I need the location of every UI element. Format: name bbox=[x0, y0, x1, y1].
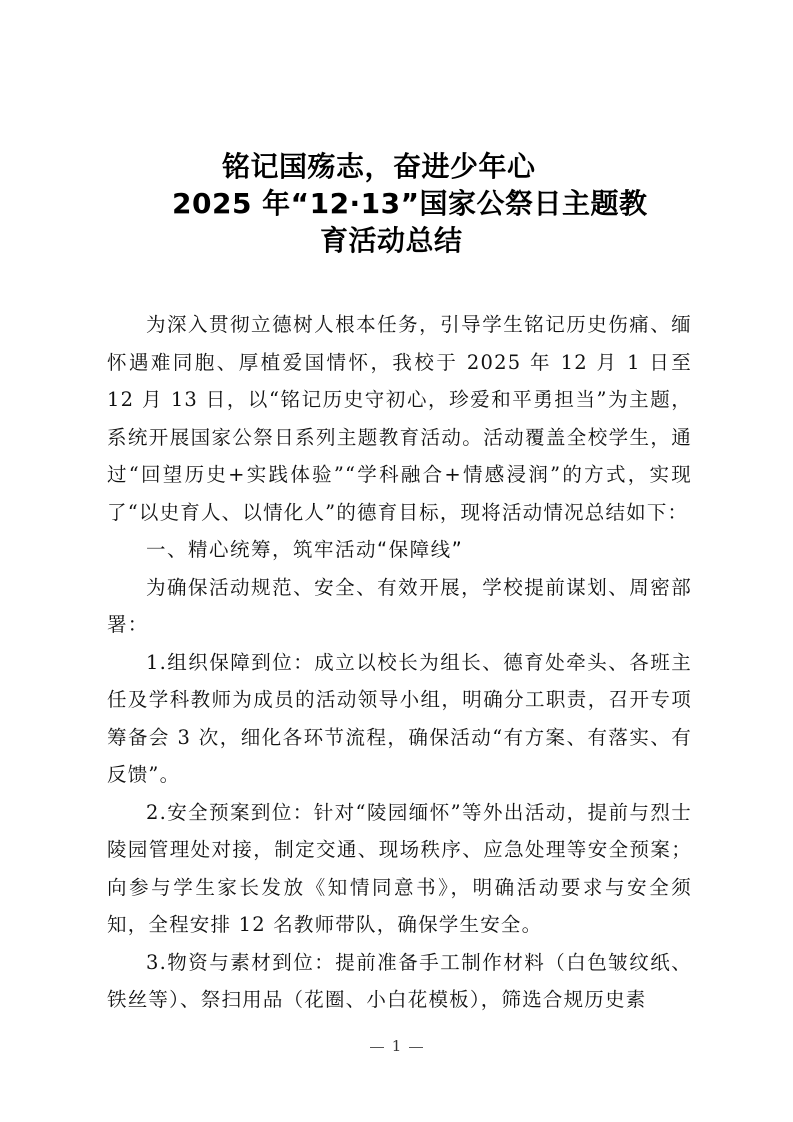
section-1-intro-paragraph: 为确保活动规范、安全、有效开展，学校提前谋划、周密部署： bbox=[107, 575, 692, 636]
document-body bbox=[107, 306, 692, 1019]
dash-right bbox=[409, 1047, 423, 1048]
title-line-1: 铭记国殇志，奋进少年心 bbox=[222, 150, 536, 183]
intro-paragraph: 为深入贯彻立德树人根本任务，引导学生铭记历史伤痛、缅怀遇难同胞、厚植爱国情怀，我校于 2025 年 12 月 1 日至 12 月 13 日，以“铭记历史守初心，珍爱和平勇担当”为主题，系统开展国家公祭日系列主题教育活动。活动覆盖全校学生，通过“回望历史+实践体验”“学科融合+情感浸润”的方式，实现了“以史育人、以情化人”的德育目标，现将活动情况总结如下： bbox=[107, 313, 692, 524]
dash-left bbox=[370, 1047, 384, 1048]
item-2-safety-paragraph: 2.安全预案到位：针对“陵园缅怀”等外出活动，提前与烈士陵园管理处对接，制定交通、现场秩序、应急处理等安全预案；向参与学生家长发放《知情同意书》，明确活动要求与安全须知，全程安排 12 名教师带队，确保学生安全。 bbox=[107, 800, 692, 936]
section-heading-1: 一、精心统筹，筑牢活动“保障线” bbox=[146, 538, 464, 561]
item-1-organization-paragraph: 1.组织保障到位：成立以校长为组长、德育处牵头、各班主任及学科教师为成员的活动领导小组，明确分工职责，召开专项筹备会 3 次，细化各环节流程，确保活动“有方案、有落实、有反馈”。 bbox=[107, 650, 692, 786]
page-number: 1 bbox=[391, 1037, 402, 1055]
page-number-footer bbox=[0, 1037, 793, 1055]
title-line-2: 2025 年“12·13”国家公祭日主题教 bbox=[172, 187, 648, 220]
title-line-3: 育活动总结 bbox=[320, 224, 463, 257]
item-3-materials-paragraph: 3.物资与素材到位：提前准备手工制作材料（白色皱纹纸、铁丝等）、祭扫用品（花圈、小白花模板），筛选合规历史素 bbox=[107, 950, 692, 1011]
